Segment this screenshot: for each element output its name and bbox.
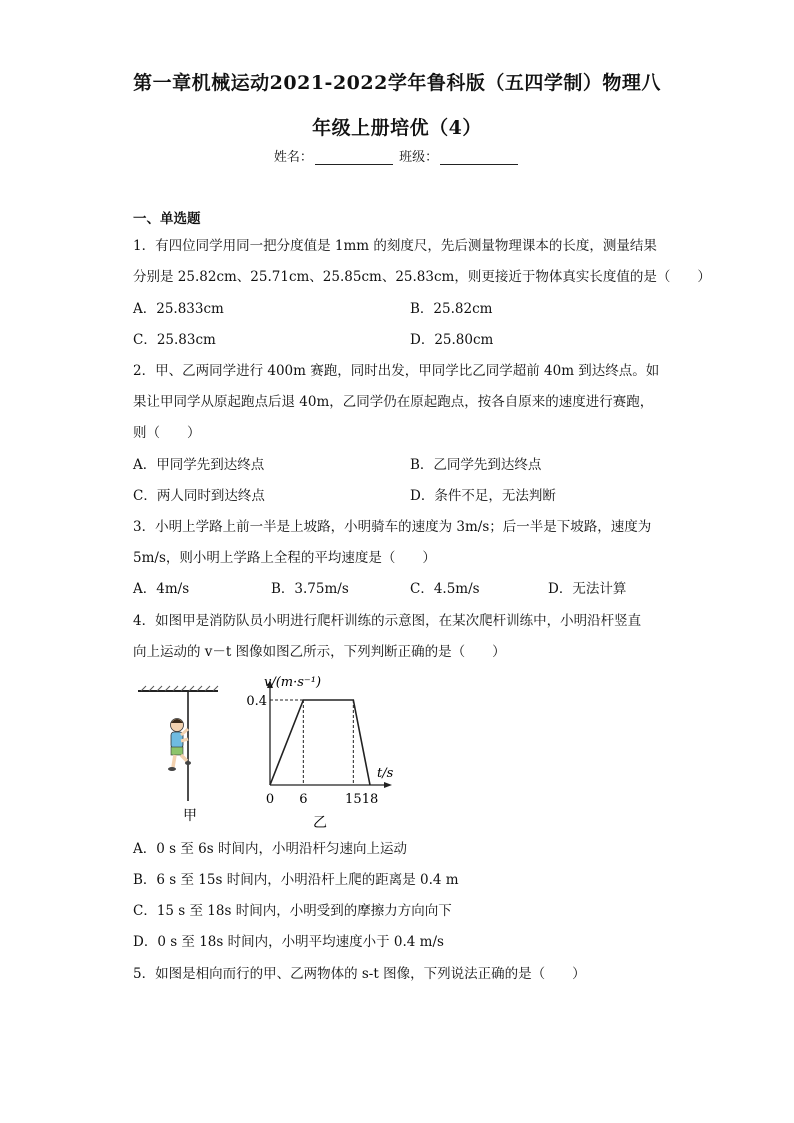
name-label: 姓名： xyxy=(273,150,313,165)
y-axis-label: v/(m·s⁻¹) xyxy=(264,675,322,690)
x-axis-arrow xyxy=(384,782,392,788)
class-blank[interactable] xyxy=(440,152,518,165)
dashed-guides xyxy=(270,700,353,785)
figure-jia-label: 甲 xyxy=(183,808,197,824)
q1-line-1: 1．有四位同学用同一把分度值是 1mm 的刻度尺，先后测量物理课本的长度，测量结果 xyxy=(133,238,657,254)
q2-option-a[interactable]: A．甲同学先到达终点 xyxy=(133,457,265,473)
q3-line-1: 3．小明上学路上前一半是上坡路，小明骑车的速度为 3m/s；后一半是下坡路，速度为 xyxy=(133,519,652,535)
q2-line-2: 果让甲同学从原起跑点后退 40m，乙同学仍在原起跑点，按各自原来的速度进行赛跑， xyxy=(133,394,654,410)
q2-option-c[interactable]: C．两人同时到达终点 xyxy=(133,488,265,504)
x-tick-label: 18 xyxy=(361,792,379,807)
q3-option-c[interactable]: C．4.5m/s xyxy=(410,581,480,597)
figure-yi-vt-graph xyxy=(243,672,403,832)
q1-line-2: 分别是 25.82cm、25.71cm、25.85cm、25.83cm，则更接近于物体真实长度值的是（ ） xyxy=(133,269,711,285)
q3-option-a[interactable]: A．4m/s xyxy=(133,581,190,597)
class-label: 班级： xyxy=(399,150,439,165)
q2-line-3: 则（ ） xyxy=(133,425,201,441)
x-tick-label: 0 xyxy=(265,792,275,807)
q4-option-a[interactable]: A．0 s 至 6s 时间内，小明沿杆匀速向上运动 xyxy=(133,841,407,857)
q1-option-d[interactable]: D．25.80cm xyxy=(410,332,494,348)
name-blank[interactable] xyxy=(315,152,393,165)
x-tick-label: 6 xyxy=(299,792,308,807)
q5-line-1: 5．如图是相向而行的甲、乙两物体的 s-t 图像，下列说法正确的是（ ） xyxy=(133,966,586,982)
q2-option-d[interactable]: D．条件不足，无法判断 xyxy=(410,488,556,504)
q3-option-d[interactable]: D．无法计算 xyxy=(548,581,627,597)
q4-option-c[interactable]: C．15 s 至 18s 时间内，小明受到的摩擦力方向向下 xyxy=(133,903,452,919)
q4-line-1: 4．如图甲是消防队员小明进行爬杆训练的示意图，在某次爬杆训练中，小明沿杆竖直 xyxy=(133,613,642,629)
y-tick-label: 0.4 xyxy=(246,694,267,709)
section-heading: 一、单选题 xyxy=(133,211,201,227)
q1-option-a[interactable]: A．25.833cm xyxy=(133,301,224,317)
name-class-row xyxy=(0,146,794,165)
x-tick-label: 15 xyxy=(345,792,362,807)
q3-option-b[interactable]: B．3.75m/s xyxy=(271,581,349,597)
q2-line-1: 2．甲、乙两同学进行 400m 赛跑，同时出发，甲同学比乙同学超前 40m 到达终点。如 xyxy=(133,363,660,379)
q4-option-b[interactable]: B．6 s 至 15s 时间内，小明沿杆上爬的距离是 0.4 m xyxy=(133,872,459,888)
q4-line-2: 向上运动的 v－t 图像如图乙所示，下列判断正确的是（ ） xyxy=(133,644,506,660)
title-line-2: 年级上册培优（4） xyxy=(312,117,482,139)
figure-yi-label: 乙 xyxy=(313,815,327,831)
q3-line-2: 5m/s，则小明上学路上全程的平均速度是（ ） xyxy=(133,550,436,566)
figure-jia xyxy=(133,683,223,828)
q1-option-c[interactable]: C．25.83cm xyxy=(133,332,216,348)
q1-option-b[interactable]: B．25.82cm xyxy=(410,301,493,317)
q4-option-d[interactable]: D．0 s 至 18s 时间内，小明平均速度小于 0.4 m/s xyxy=(133,934,444,950)
q2-option-b[interactable]: B．乙同学先到达终点 xyxy=(410,457,542,473)
x-axis-label: t/s xyxy=(377,766,394,781)
title-line-1: 第一章机械运动2021-2022学年鲁科版（五四学制）物理八 xyxy=(133,72,661,94)
vt-curve xyxy=(270,700,370,785)
